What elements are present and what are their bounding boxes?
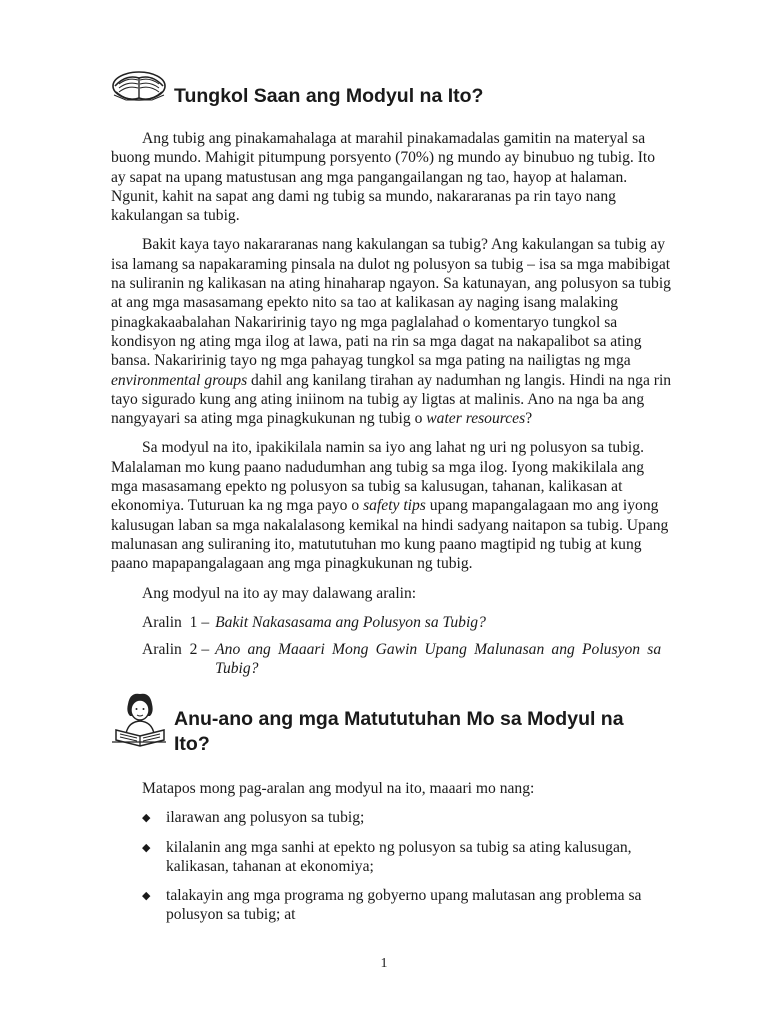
paragraph: Matapos mong pag-aralan ang modyul na ito, maaari mo nang: xyxy=(142,780,535,797)
list-item xyxy=(142,838,673,877)
paragraph: Sa modyul na ito, ipakikilala namin sa iyo ang lahat ng uri ng polusyon sa tubig. Malalaman mo kung paano nadudumhan ang tubig sa mga ilog. Iyong makikilala ang mga masasamang epekto ng polusyon sa tubig sa kalusugan, tahanan, kalikasan at ekonomiya. Tuturuan ka ng mga payo o safety tips upang mapangalagaan mo ang iyong kalusugan laban sa mga nakalalasong kemikal na hindi sadyang naitapon sa tubig. Upang malunasan ang suliraning ito, matututuhan mo kung paano magtipid ng tubig at kung paano mapapangalagaan ang mga pinagkukunan ng tubig. xyxy=(111,439,669,573)
lesson-item xyxy=(142,640,673,679)
section-heading-about xyxy=(110,62,483,111)
section-title: Anu-ano ang mga Matututuhan Mo sa Modyul na Ito? xyxy=(174,708,624,755)
lesson-title: Ano ang Maaari Mong Gawin Upang Malunasan ang Polusyon sa Tubig? xyxy=(215,641,662,678)
list-item-text: kilalanin ang mga sanhi at epekto ng polusyon sa tubig sa ating kalusugan, kalikasan, tahanan at ekonomiya; xyxy=(166,838,632,875)
paragraph: Bakit kaya tayo nakararanas nang kakulangan sa tubig? Ang kakulangan sa tubig ay isa lamang sa napakaraming pinsala na dulot ng polusyon sa tubig – isa sa mga mabibigat na suliranin ng kalikasan na ating hinaharap ngayon. Sa katunayan, ang polusyon sa tubig at ang mga masasamang epekto nito sa tao at kalikasan ay naging isang malaking pinagkakaabalahan Nakaririnig tayo ng mga paglalahad o komentaryo tungkol sa kondisyon ng ating mga ilog at lawa, pati na rin sa mga dagat na nakapalibot sa ating bansa. Nakaririnig tayo ng mga pahayag tungkol sa mga pating na nailigtas ng mga environmental groups dahil ang kanilang tirahan ay nadumhan ng langis. Hindi na nga rin tayo sigurado kung ang ating iniinom na tubig ay ligtas at malinis. Ano na nga ba ang nangyayari sa ating mga pinagkukunan ng tubig o water resources? xyxy=(111,236,672,428)
list-item xyxy=(142,886,673,925)
page-number: 1 xyxy=(380,956,388,971)
open-book-icon xyxy=(110,62,168,111)
section-about-body xyxy=(111,129,673,687)
paragraph: Ang modyul na ito ay may dalawang aralin: xyxy=(142,584,417,602)
lesson-title: Bakit Nakasasama ang Polusyon sa Tubig? xyxy=(215,613,486,631)
list-item-text: talakayin ang mga programa ng gobyerno upang malutasan ang problema sa polusyon sa tubig; at xyxy=(166,887,642,924)
lesson-item xyxy=(142,613,673,632)
bullet-icon: ◆ xyxy=(142,811,151,825)
bullet-icon: ◆ xyxy=(142,840,151,854)
student-reading-icon xyxy=(110,690,168,753)
lesson-label: Aralin 2 – xyxy=(142,641,210,659)
bullet-icon: ◆ xyxy=(142,889,151,903)
lesson-label: Aralin 1 – xyxy=(142,613,210,631)
list-item xyxy=(142,808,673,827)
section-title: Tungkol Saan ang Modyul na Ito? xyxy=(174,85,484,107)
section-objectives-body xyxy=(111,779,673,935)
list-item-text: ilarawan ang polusyon sa tubig; xyxy=(166,809,365,827)
paragraph: Ang tubig ang pinakamahalaga at marahil pinakamadalas gamitin na materyal sa buong mundo. Mahigit pitumpung porsyento (70%) ng mundo ay binubuo ng tubig. Ito ay sapat na upang matustusan ang mga pangangailangan ng tao, hayop at halaman. Ngunit, kahit na sapat ang dami ng tubig sa mundo, nakararanas pa rin tayo nang kakulangan sa tubig. xyxy=(111,130,656,225)
section-heading-objectives xyxy=(110,690,654,757)
